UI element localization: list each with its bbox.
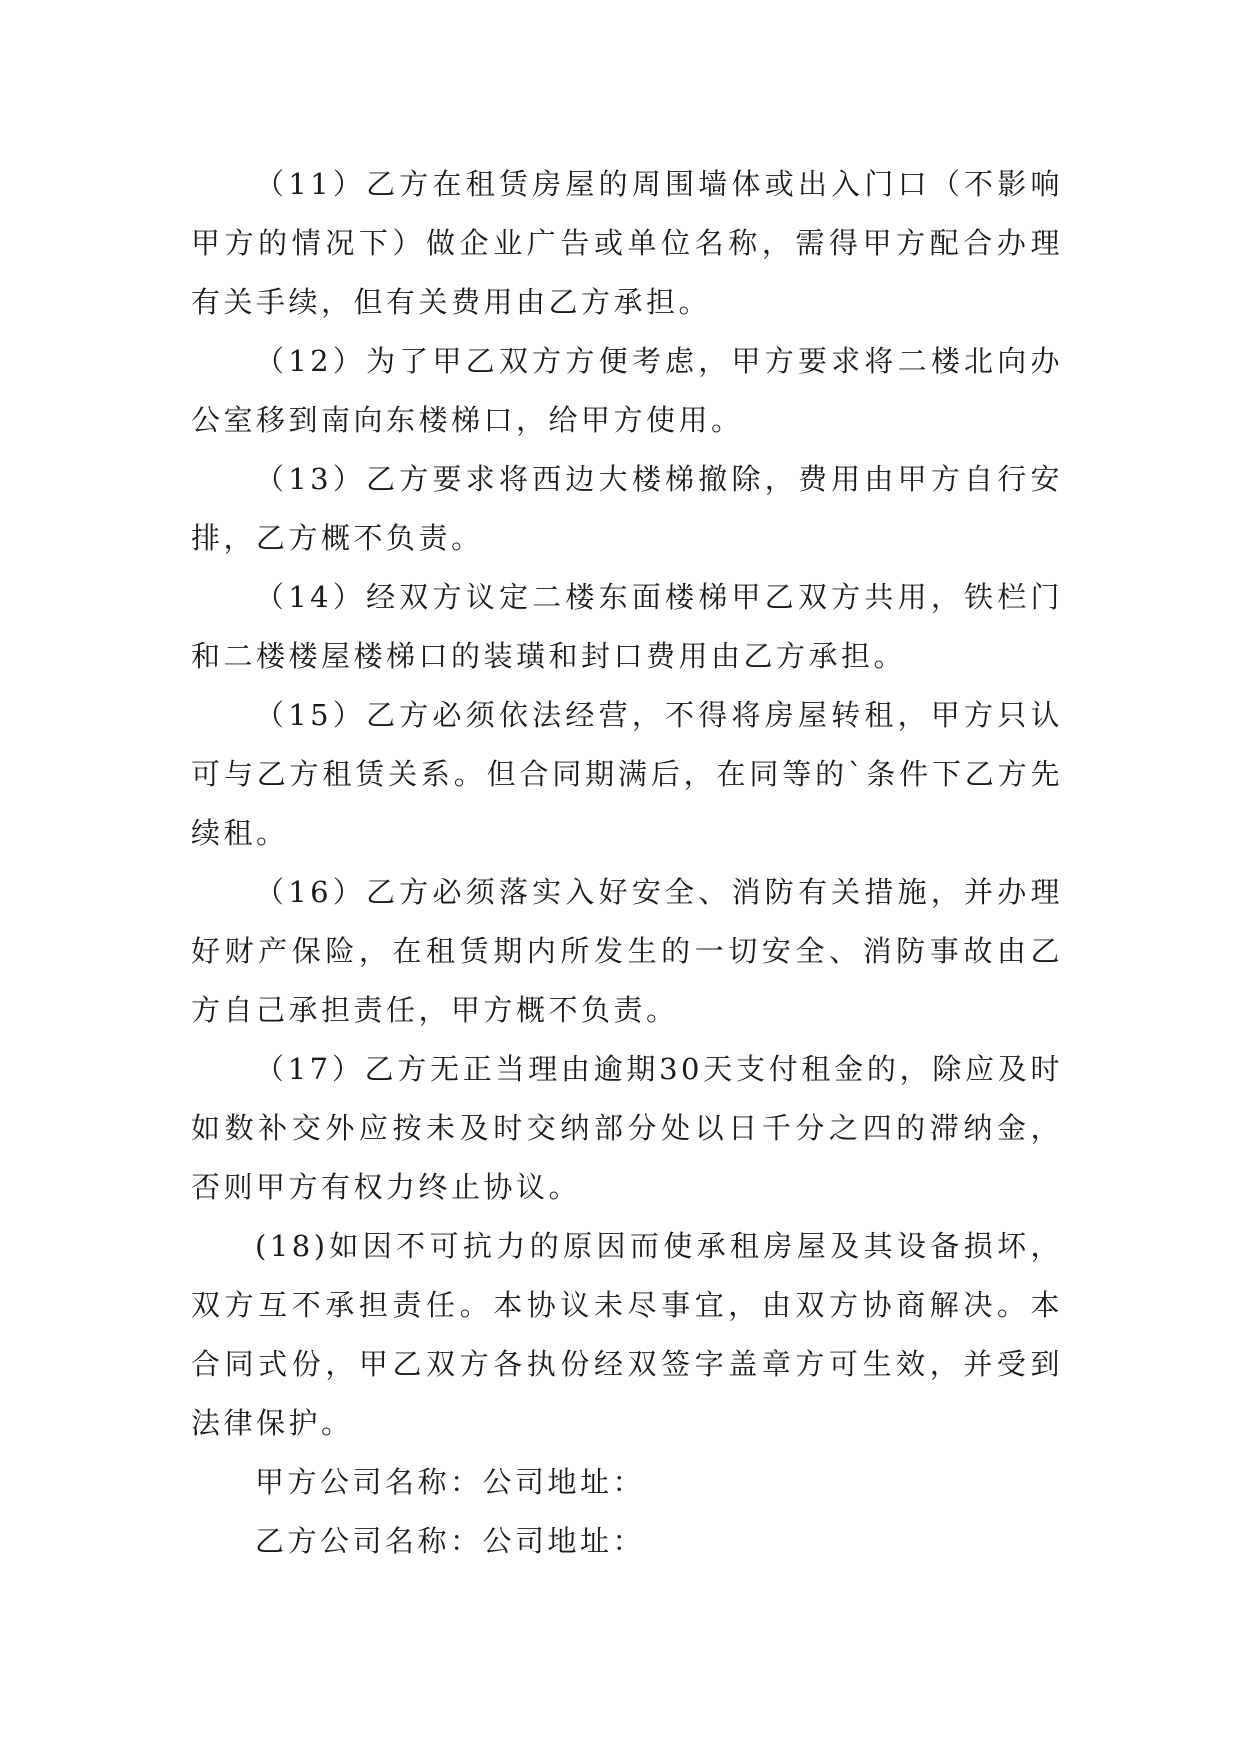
- clause-13: （13）乙方要求将西边大楼梯撤除，费用由甲方自行安排，乙方概不负责。: [191, 462, 1063, 555]
- clause-12: （12）为了甲乙双方方便考虑，甲方要求将二楼北向办公室移到南向东楼梯口，给甲方使用。: [191, 344, 1063, 437]
- clause-11: （11）乙方在租赁房屋的周围墙体或出入门口（不影响甲方的情况下）做企业广告或单位名称，需得甲方配合办理有关手续，但有关费用由乙方承担。: [191, 167, 1063, 319]
- clause-15: （15）乙方必须依法经营，不得将房屋转租，甲方只认可与乙方租赁关系。但合同期满后，在同等的`条件下乙方先续租。: [191, 698, 1063, 850]
- clause-17: （17）乙方无正当理由逾期30天支付租金的，除应及时如数补交外应按未及时交纳部分处以日千分之四的滞纳金，否则甲方有权力终止协议。: [191, 1052, 1063, 1204]
- party-a-signature-line: 甲方公司名称：公司地址：: [255, 1465, 646, 1499]
- clause-16: （16）乙方必须落实入好安全、消防有关措施，并办理好财产保险，在租赁期内所发生的一切安全、消防事故由乙方自己承担责任，甲方概不负责。: [191, 875, 1063, 1027]
- document-body: [191, 155, 1063, 1571]
- clause-14: （14）经双方议定二楼东面楼梯甲乙双方共用，铁栏门和二楼楼屋楼梯口的装璜和封口费用由乙方承担。: [191, 580, 1063, 673]
- clause-18: (18)如因不可抗力的原因而使承租房屋及其设备损坏，双方互不承担责任。本协议未尽事宜，由双方协商解决。本合同式份，甲乙双方各执份经双签字盖章方可生效，并受到法律保护。: [191, 1229, 1063, 1440]
- party-b-signature-line: 乙方公司名称：公司地址：: [255, 1524, 646, 1558]
